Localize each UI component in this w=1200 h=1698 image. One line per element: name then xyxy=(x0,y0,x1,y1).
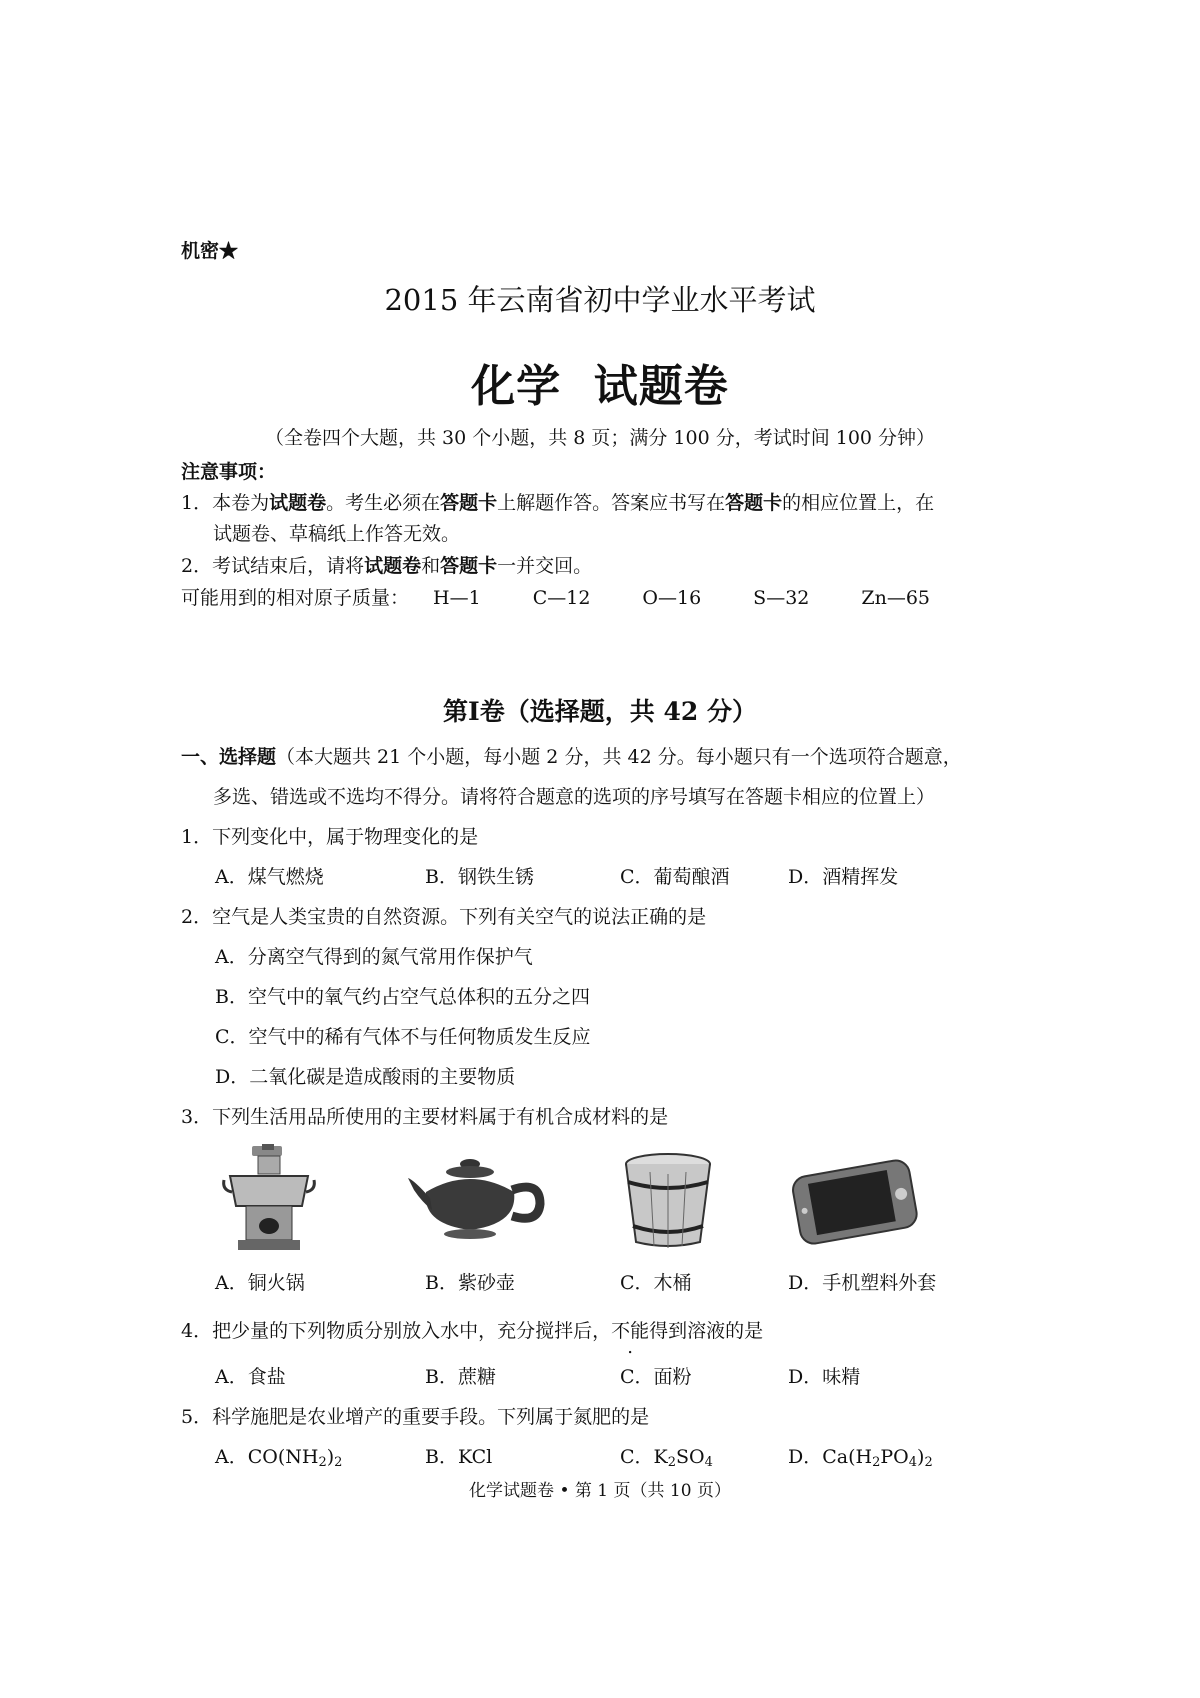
q1-option-b: B．钢铁生锈 xyxy=(425,866,534,888)
section-intro-continued: 多选、错选或不选均不得分。请将符合题意的选项的序号填写在答题卡相应的位置上） xyxy=(213,786,936,808)
exam-title: 2015 年云南省初中学业水平考试 xyxy=(384,283,816,317)
q1-option-c: C．葡萄酿酒 xyxy=(620,866,730,888)
wooden-bucket-image xyxy=(620,1150,716,1252)
exam-info: （全卷四个大题，共 30 个小题，共 8 页；满分 100 分，考试时间 100 分钟） xyxy=(264,427,936,449)
q3-option-b: B．紫砂壶 xyxy=(425,1272,515,1294)
q2-option-c: C．空气中的稀有气体不与任何物质发生反应 xyxy=(215,1026,591,1048)
subject-title: 化学 试题卷 xyxy=(471,361,729,412)
q1-option-d: D．酒精挥发 xyxy=(788,866,899,888)
question-1-stem: 1．下列变化中，属于物理变化的是 xyxy=(181,826,479,848)
q1-option-a: A．煤气燃烧 xyxy=(215,866,324,888)
note-1-continued: 试题卷、草稿纸上作答无效。 xyxy=(213,523,461,545)
clay-teapot-image xyxy=(408,1150,546,1248)
note-1: 1．本卷为试题卷。考生必须在答题卡上解题作答。答案应书写在答题卡的相应位置上，在 xyxy=(181,492,935,514)
emphasis-dots: 不能 xyxy=(611,1320,650,1342)
question-2-stem: 2．空气是人类宝贵的自然资源。下列有关空气的说法正确的是 xyxy=(181,906,707,928)
q5-option-b: B．KCl xyxy=(425,1446,493,1468)
note-2: 2．考试结束后，请将试题卷和答题卡一并交回。 xyxy=(181,555,593,577)
q3-option-c: C．木桶 xyxy=(620,1272,692,1294)
q2-option-a: A．分离空气得到的氮气常用作保护气 xyxy=(215,946,533,968)
q4-option-b: B．蔗糖 xyxy=(425,1366,496,1388)
section-title: 第Ⅰ卷（选择题，共 42 分） xyxy=(443,697,757,726)
q5-option-c: C．$K_2SO_4$ xyxy=(620,1446,713,1470)
phone-plastic-case-image xyxy=(790,1158,920,1248)
q3-option-d: D．手机塑料外套 xyxy=(788,1272,937,1294)
q3-option-a: A．铜火锅 xyxy=(215,1272,305,1294)
q2-option-b: B．空气中的氧气约占空气总体积的五分之四 xyxy=(215,986,590,1008)
copper-hotpot-image xyxy=(222,1144,316,1252)
confidential-mark: 机密★ xyxy=(181,240,239,262)
question-3-stem: 3．下列生活用品所使用的主要材料属于有机合成材料的是 xyxy=(181,1106,669,1128)
section-intro: 一、选择题（本大题共 21 个小题，每小题 2 分，共 42 分。每小题只有一个选项符合题意， xyxy=(181,746,962,768)
q4-option-a: A．食盐 xyxy=(215,1366,286,1388)
q4-option-c: C．面粉 xyxy=(620,1366,692,1388)
q2-option-d: D．二氧化碳是造成酸雨的主要物质 xyxy=(215,1066,516,1088)
q5-option-a: A．$CO(NH_2)_2$ xyxy=(215,1446,343,1470)
q4-option-d: D．味精 xyxy=(788,1366,861,1388)
q5-option-d: D．$Ca(H_2PO_4)_2$ xyxy=(788,1446,933,1470)
question-5-stem: 5．科学施肥是农业增产的重要手段。下列属于氮肥的是 xyxy=(181,1406,650,1428)
question-4-stem: 4．把少量的下列物质分别放入水中，充分搅拌后，不能得到溶液的是 xyxy=(181,1320,764,1342)
page-footer: 化学试题卷 • 第 1 页（共 10 页） xyxy=(469,1481,731,1501)
atomic-masses: 可能用到的相对原子质量： H—1 C—12 O—16 S—32 Zn—65 xyxy=(181,587,930,609)
notes-heading: 注意事项： xyxy=(181,461,277,483)
